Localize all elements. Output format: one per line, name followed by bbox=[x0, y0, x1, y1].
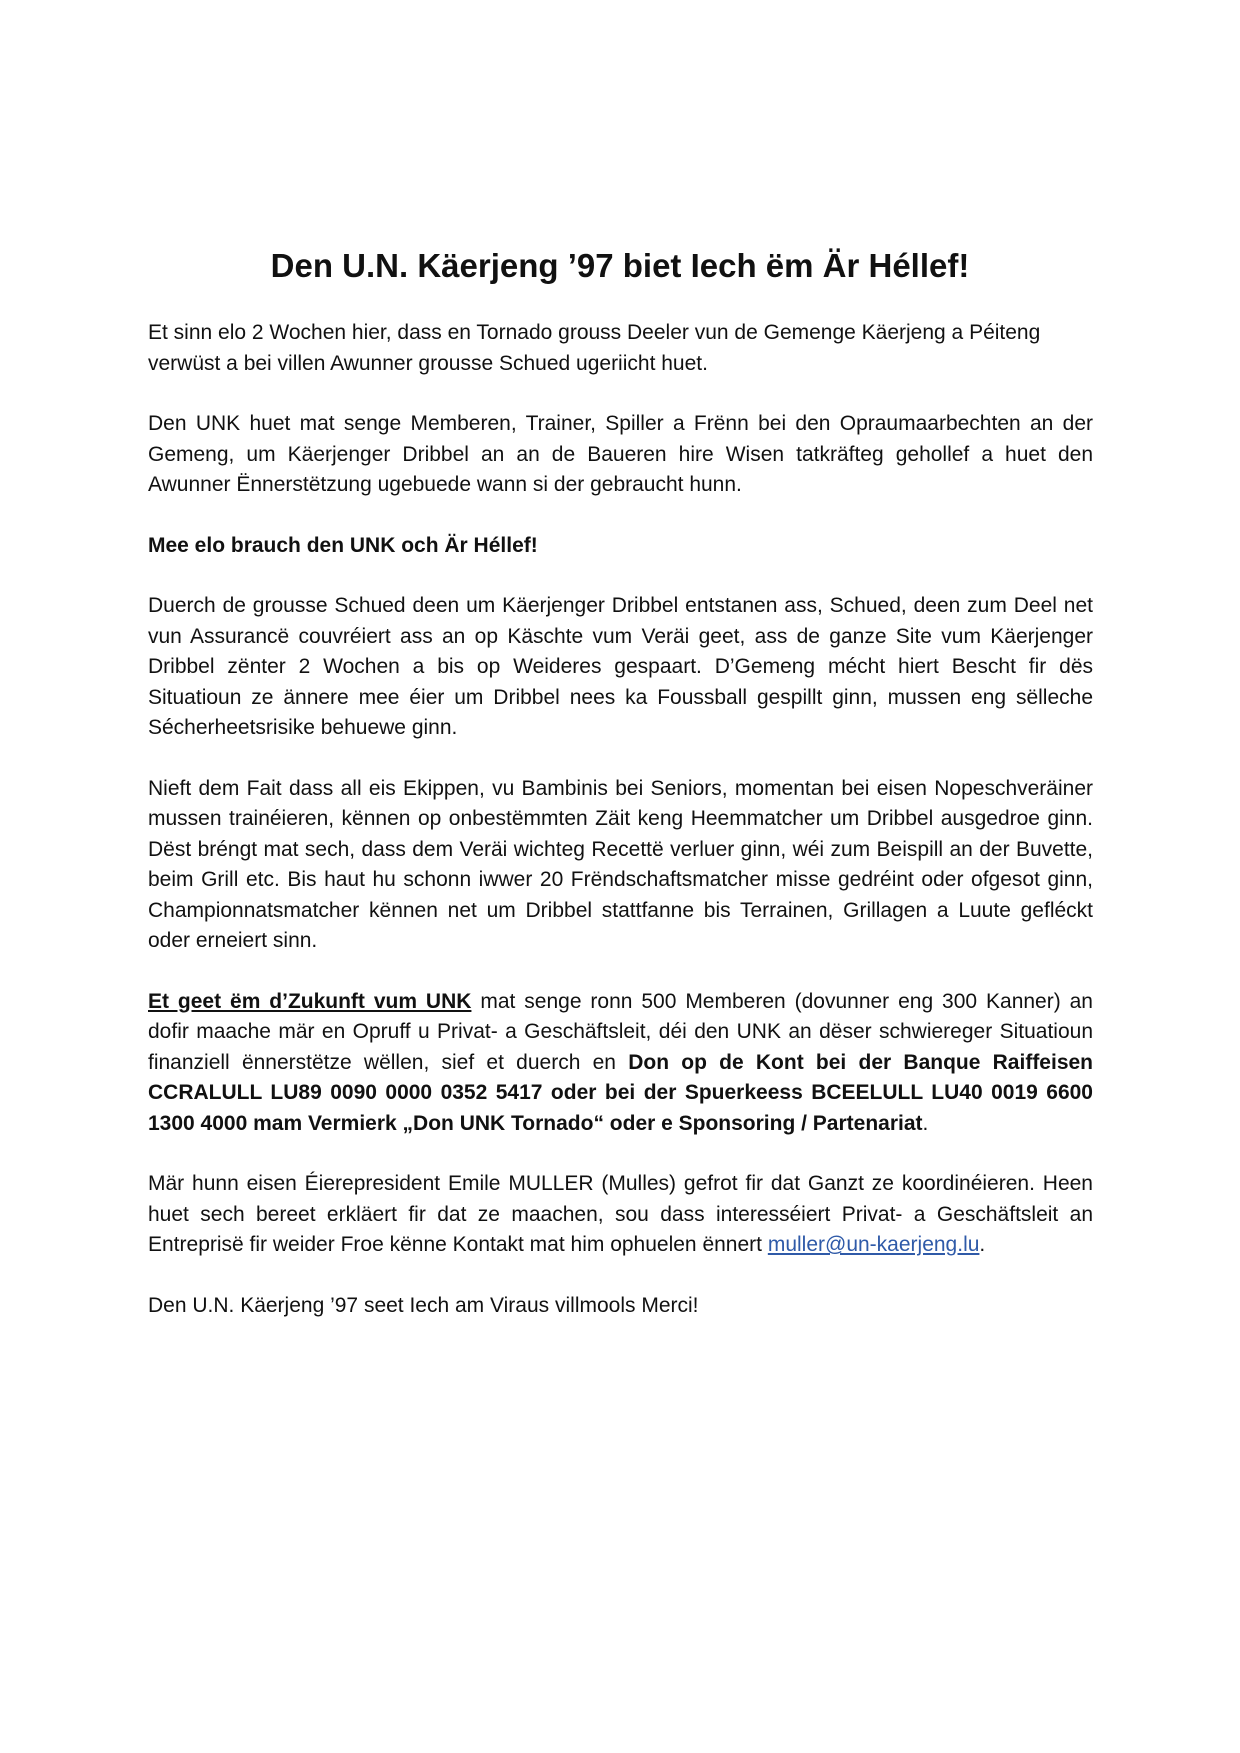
bank-details: Don op de Kont bei der Banque Raiffeisen CCRALULL LU89 0090 0000 0352 5417 oder bei der Spuerkeess BCEELULL LU40 0019 6600 1300 4000 mam Vermierk „Don UNK Tornado“ oder e Sponsoring / Partenariat bbox=[148, 1050, 1094, 1135]
contact-text: Mär hunn eisen Éierepresident Emile MULLER (Mulles) gefrot fir dat Ganzt ze koordinéieren. Heen huet sech bereet erkläert fir dat ze maachen, sou dass interesséiert Privat- a Geschäftsleit an Entreprisë fir weider Froe kënne Kontakt mat him ophuelen ënnert bbox=[148, 1172, 1093, 1256]
future-heading: Et geet ëm d’Zukunft vum UNK bbox=[148, 989, 472, 1013]
page-title: Den U.N. Käerjeng ’97 biet Iech ëm Är Héllef! bbox=[270, 247, 970, 284]
paragraph-help-given: Den UNK huet mat senge Memberen, Trainer, Spiller a Frënn bei den Opraumaarbechten an der Gemeng, um Käerjenger Dribbel an an de Baueren hire Wisen tatkräfteg gehollef a huet den Awunner Ënnerstëtzung ugebuede wann si der gebraucht hunn. bbox=[148, 412, 1093, 496]
paragraph-contact bbox=[148, 1169, 1093, 1261]
document-body bbox=[148, 318, 1093, 1351]
donation-text: mat senge ronn 500 Memberen (dovunner eng 300 Kanner) an dofir maache mär en Opruff u Privat- a Geschäftsleit, déi den UNK an dëser schwiereger Situatioun finanziell ënnerstëtze wëllen, sief et duerch en bbox=[148, 989, 1093, 1074]
paragraph-intro: Et sinn elo 2 Wochen hier, dass en Tornado grouss Deeler vun de Gemenge Käerjeng a Péiteng verwüst a bei villen Awunner grousse Schued ugeriicht huet. bbox=[148, 321, 1041, 375]
paragraph-thanks: Den U.N. Käerjeng ’97 seet Iech am Viraus villmools Merci! bbox=[148, 1293, 699, 1317]
contact-end: . bbox=[979, 1233, 986, 1256]
paragraph-call-for-help: Mee elo brauch den UNK och Är Héllef! bbox=[148, 533, 538, 557]
paragraph-consequences: Nieft dem Fait dass all eis Ekippen, vu Bambinis bei Seniors, momentan bei eisen Nopeschveräiner mussen trainéieren, kënnen op onbestëmmten Zäit keng Heemmatcher um Dribbel ausgedroe ginn. Dëst bréngt mat sech, dass dem Veräi wichteg Recettë verluer ginn, wéi zum Beispill an der Buvette, beim Grill etc. Bis haut hu schonn iwwer 20 Frëndschaftsmatcher misse gedréint oder ofgesot ginn, Championnatsmatcher kënnen net um Dribbel stattfanne bis Terrainen, Grillagen a Luute gefléckt oder erneiert sinn. bbox=[148, 776, 1093, 952]
paragraph-donation-appeal bbox=[148, 987, 1093, 1140]
email-link[interactable]: muller@un-kaerjeng.lu bbox=[767, 1233, 980, 1256]
donation-end: . bbox=[922, 1111, 929, 1135]
paragraph-damage: Duerch de grousse Schued deen um Käerjenger Dribbel entstanen ass, Schued, deen zum Deel net vun Assurancë couvréiert ass an op Käschte vum Veräi geet, ass de ganze Site vum Käerjenger Dribbel zënter 2 Wochen a bis op Weideres gespaart. D’Gemeng mécht hiert Bescht fir dës Situatioun ze ännere mee éier um Dribbel nees ka Foussball gespillt ginn, mussen eng sëlleche Sécherheetsrisike behuewe ginn. bbox=[148, 594, 1093, 739]
